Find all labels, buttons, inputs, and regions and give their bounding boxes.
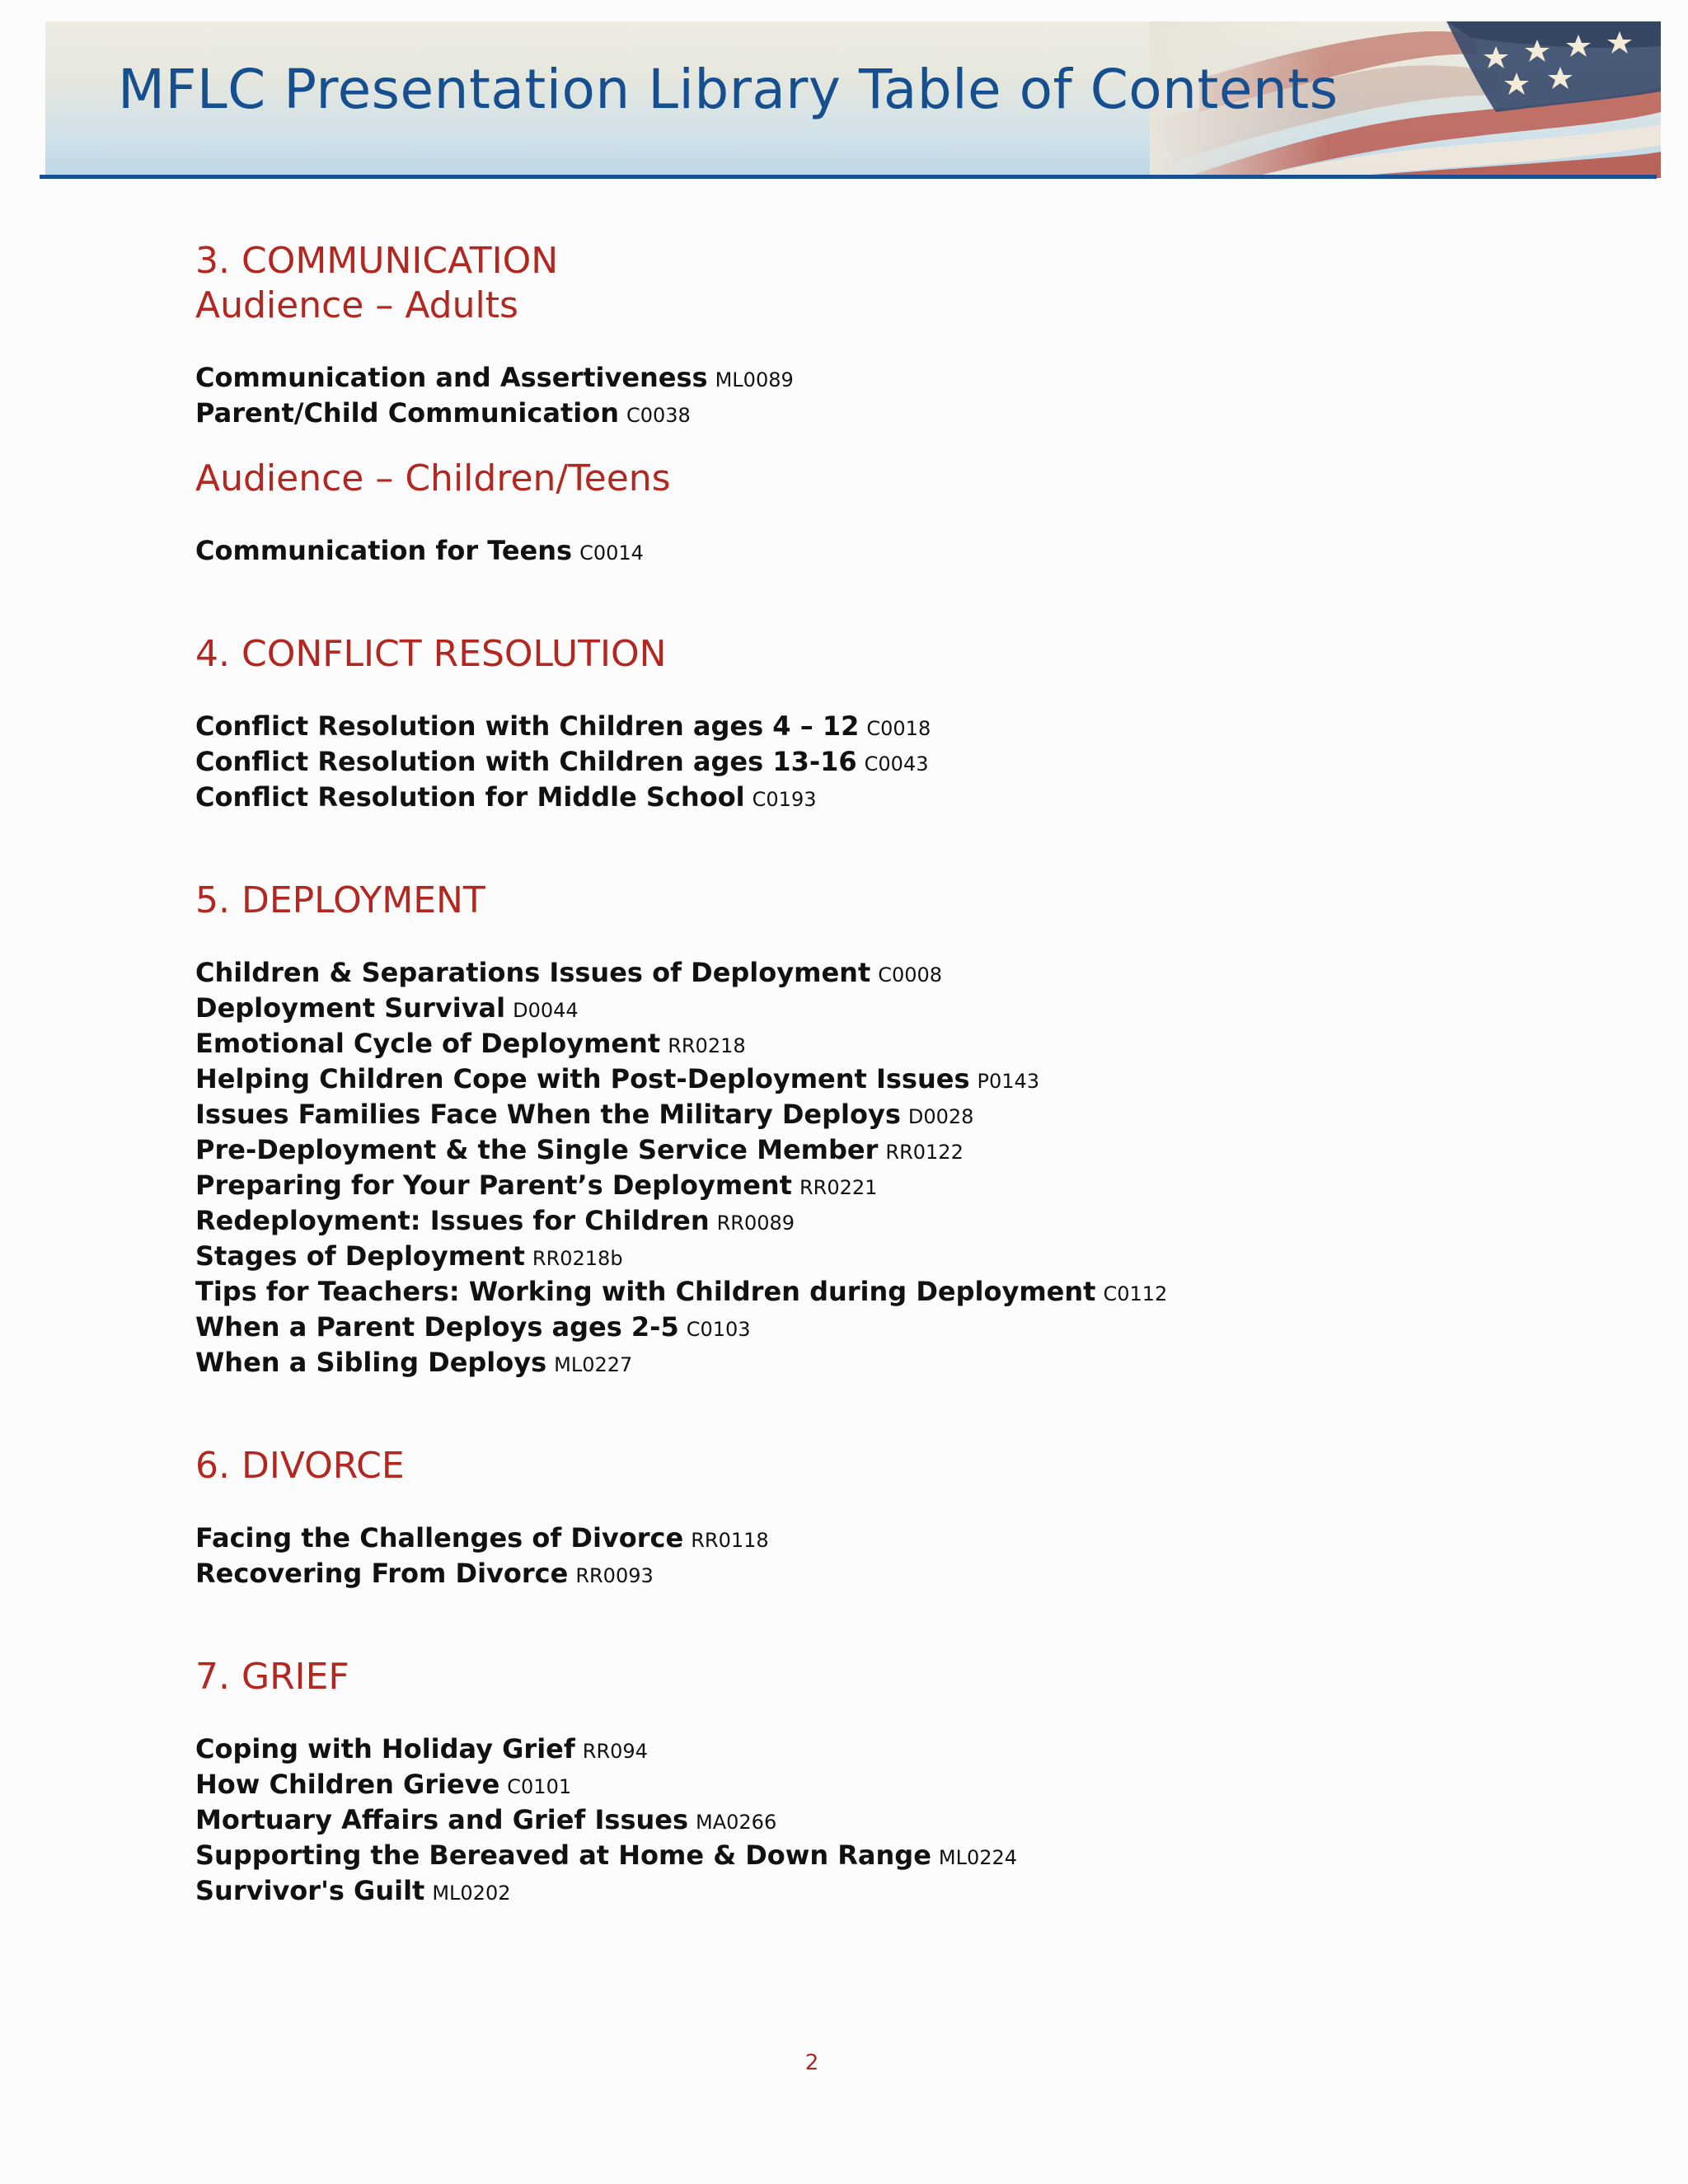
presentation-title: Children & Separations Issues of Deployment	[195, 957, 871, 988]
presentation-item	[195, 1169, 1597, 1204]
presentation-title: Tips for Teachers: Working with Children during Deployment	[195, 1276, 1096, 1307]
section-deployment	[195, 879, 1597, 1381]
presentation-code: C0018	[866, 717, 931, 740]
presentation-item	[195, 1133, 1597, 1169]
presentation-item	[195, 396, 1597, 432]
presentation-item	[195, 1839, 1597, 1874]
presentation-code: D0044	[513, 999, 579, 1022]
audience-heading: Audience – Adults	[195, 284, 518, 326]
presentation-code: C0038	[626, 404, 691, 427]
presentation-code: ML0227	[554, 1353, 633, 1376]
section-communication	[195, 239, 1597, 569]
presentation-item	[195, 1346, 1597, 1381]
presentation-item	[195, 1240, 1597, 1275]
presentation-item	[195, 1062, 1597, 1098]
presentation-item	[195, 991, 1597, 1027]
presentation-item	[195, 1310, 1597, 1346]
presentation-list	[195, 361, 1597, 432]
presentation-title: Mortuary Affairs and Grief Issues	[195, 1804, 689, 1835]
presentation-title: Stages of Deployment	[195, 1240, 525, 1272]
presentation-code: D0028	[907, 1105, 974, 1128]
presentation-code: RR0122	[885, 1141, 964, 1164]
presentation-title: Supporting the Bereaved at Home & Down Range	[195, 1840, 931, 1871]
presentation-item	[195, 745, 1597, 780]
presentation-title: Communication and Assertiveness	[195, 362, 708, 393]
presentation-item	[195, 956, 1597, 991]
presentation-title: Helping Children Cope with Post-Deployment Issues	[195, 1063, 970, 1094]
presentation-code: RR0218	[668, 1034, 746, 1057]
presentation-code: MA0266	[696, 1811, 777, 1834]
presentation-title: Communication for Teens	[195, 535, 573, 566]
presentation-code: ML0202	[432, 1882, 511, 1905]
presentation-item	[195, 534, 1597, 569]
presentation-title: Recovering From Divorce	[195, 1558, 569, 1589]
audience-heading: Audience – Children/Teens	[195, 457, 671, 499]
presentation-title: Conflict Resolution with Children ages 4 – 12	[195, 710, 860, 742]
section-heading: 7. GRIEF	[195, 1656, 349, 1698]
page-title: MFLC Presentation Library Table of Contents	[118, 58, 1339, 121]
header-divider	[40, 175, 1657, 179]
presentation-item	[195, 1521, 1597, 1557]
presentation-code: RR094	[582, 1740, 648, 1763]
presentation-item	[195, 710, 1597, 745]
presentation-title: Facing the Challenges of Divorce	[195, 1522, 684, 1554]
presentation-title: When a Parent Deploys ages 2-5	[195, 1311, 679, 1343]
presentation-item	[195, 1874, 1597, 1910]
presentation-title: Deployment Survival	[195, 992, 506, 1024]
section-heading: 3. COMMUNICATION	[195, 240, 559, 282]
presentation-title: Conflict Resolution for Middle School	[195, 781, 745, 813]
page-number: 2	[804, 2050, 819, 2075]
presentation-item	[195, 1027, 1597, 1062]
table-of-contents	[195, 239, 1597, 1910]
presentation-item	[195, 1803, 1597, 1839]
banner-background	[45, 21, 1661, 178]
presentation-title: Redeployment: Issues for Children	[195, 1205, 710, 1236]
presentation-title: Emotional Cycle of Deployment	[195, 1028, 661, 1059]
presentation-item	[195, 1732, 1597, 1768]
presentation-title: Pre-Deployment & the Single Service Member	[195, 1134, 879, 1165]
presentation-code: C0043	[864, 752, 929, 776]
presentation-code: RR0118	[691, 1529, 769, 1552]
presentation-code: C0014	[579, 541, 644, 565]
presentation-title: Coping with Holiday Grief	[195, 1733, 575, 1765]
presentation-title: Survivor's Guilt	[195, 1875, 425, 1906]
section-grief	[195, 1655, 1597, 1910]
presentation-title: How Children Grieve	[195, 1769, 500, 1800]
presentation-code: C0193	[752, 788, 817, 811]
presentation-title: When a Sibling Deploys	[195, 1347, 547, 1378]
presentation-code: RR0218b	[532, 1247, 623, 1270]
presentation-code: C0008	[878, 963, 943, 987]
presentation-code: ML0089	[715, 368, 794, 391]
presentation-code: C0112	[1103, 1282, 1168, 1305]
section-heading: 5. DEPLOYMENT	[195, 879, 485, 921]
presentation-code: P0143	[977, 1070, 1040, 1093]
presentation-title: Parent/Child Communication	[195, 397, 619, 429]
presentation-title: Preparing for Your Parent’s Deployment	[195, 1169, 792, 1201]
presentation-code: C0103	[686, 1318, 751, 1341]
presentation-code: C0101	[507, 1775, 572, 1798]
presentation-code: ML0224	[938, 1846, 1018, 1869]
presentation-item	[195, 1204, 1597, 1240]
presentation-title: Issues Families Face When the Military Deploys	[195, 1099, 901, 1130]
presentation-item	[195, 361, 1597, 396]
presentation-item	[195, 1098, 1597, 1133]
presentation-code: RR0089	[716, 1212, 795, 1235]
presentation-list	[195, 534, 1597, 569]
presentation-list	[195, 1521, 1597, 1592]
presentation-item	[195, 1275, 1597, 1310]
presentation-title: Conflict Resolution with Children ages 13-16	[195, 746, 857, 777]
section-heading: 6. DIVORCE	[195, 1445, 405, 1487]
presentation-item	[195, 780, 1597, 816]
presentation-item	[195, 1768, 1597, 1803]
presentation-code: RR0221	[799, 1176, 878, 1199]
section-conflict-resolution	[195, 632, 1597, 816]
presentation-code: RR0093	[575, 1564, 654, 1587]
section-divorce	[195, 1444, 1597, 1592]
presentation-list	[195, 956, 1597, 1381]
presentation-list	[195, 1732, 1597, 1910]
presentation-list	[195, 710, 1597, 816]
presentation-item	[195, 1557, 1597, 1592]
section-heading: 4. CONFLICT RESOLUTION	[195, 633, 667, 675]
